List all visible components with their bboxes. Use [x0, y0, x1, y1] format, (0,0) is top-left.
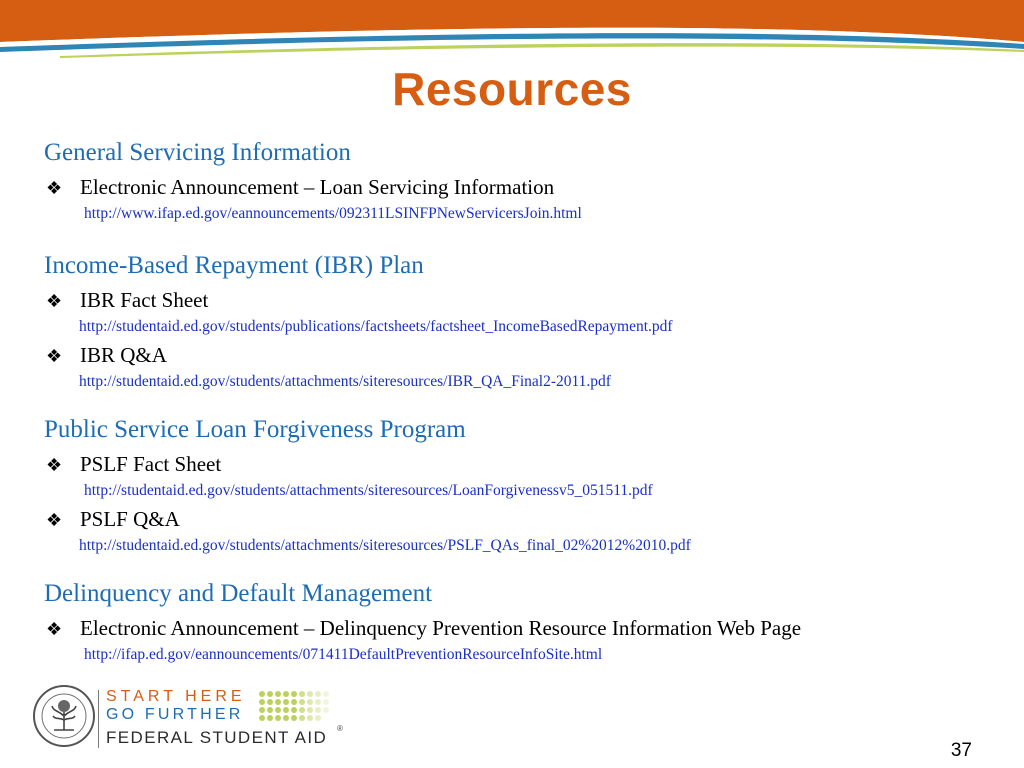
resource-link[interactable]: http://studentaid.ed.gov/students/attachments/siteresources/IBR_QA_Final2-2011.pdf — [79, 373, 611, 390]
logo-tagline-start: START HERE — [106, 688, 246, 705]
list-item-label: IBR Fact Sheet — [80, 288, 209, 312]
list-item-label: PSLF Q&A — [80, 507, 180, 531]
list-item — [46, 452, 221, 477]
list-item — [46, 288, 208, 313]
resource-link[interactable]: http://www.ifap.ed.gov/eannouncements/092311LSINFPNewServicersJoin.html — [84, 205, 582, 222]
section-heading-delinquency: Delinquency and Default Management — [44, 580, 433, 607]
section-heading-ibr: Income-Based Repayment (IBR) Plan — [44, 252, 424, 279]
list-item — [46, 616, 801, 641]
logo-tagline-further: GO FURTHER — [106, 706, 244, 723]
list-item-label: Electronic Announcement – Loan Servicing Information — [80, 175, 555, 199]
list-item — [46, 175, 554, 200]
diamond-bullet-icon: ❖ — [46, 291, 63, 311]
list-item — [46, 343, 167, 368]
list-item-label: PSLF Fact Sheet — [80, 452, 222, 476]
resource-link[interactable]: http://ifap.ed.gov/eannouncements/071411DefaultPreventionResourceInfoSite.html — [84, 646, 603, 663]
logo-divider — [98, 690, 99, 748]
resource-link[interactable]: http://studentaid.ed.gov/students/attachments/siteresources/PSLF_QAs_final_02%2012%2010.pdf — [79, 537, 691, 554]
resource-link[interactable]: http://studentaid.ed.gov/students/attachments/siteresources/LoanForgivenessv5_051511.pdf — [84, 482, 653, 499]
page-number: 37 — [950, 740, 972, 761]
slide-title: Resources — [392, 63, 632, 115]
section-heading-general-servicing: General Servicing Information — [44, 139, 351, 166]
department-of-education-seal-icon — [32, 684, 96, 748]
list-item-label: Electronic Announcement – Delinquency Prevention Resource Information Web Page — [80, 616, 802, 640]
logo-dot-grid-icon — [258, 690, 338, 726]
diamond-bullet-icon: ❖ — [46, 619, 63, 639]
diamond-bullet-icon: ❖ — [46, 346, 63, 366]
top-banner — [0, 0, 1024, 60]
section-heading-pslf: Public Service Loan Forgiveness Program — [44, 416, 466, 443]
list-item-label: IBR Q&A — [80, 343, 167, 367]
logo-wordmark: FEDERAL STUDENT AID — [106, 728, 328, 747]
diamond-bullet-icon: ❖ — [46, 455, 63, 475]
registered-mark: ® — [337, 724, 343, 733]
list-item — [46, 507, 180, 532]
resource-link[interactable]: http://studentaid.ed.gov/students/publications/factsheets/factsheet_IncomeBasedRepayment.pdf — [79, 318, 673, 335]
diamond-bullet-icon: ❖ — [46, 178, 63, 198]
diamond-bullet-icon: ❖ — [46, 510, 63, 530]
